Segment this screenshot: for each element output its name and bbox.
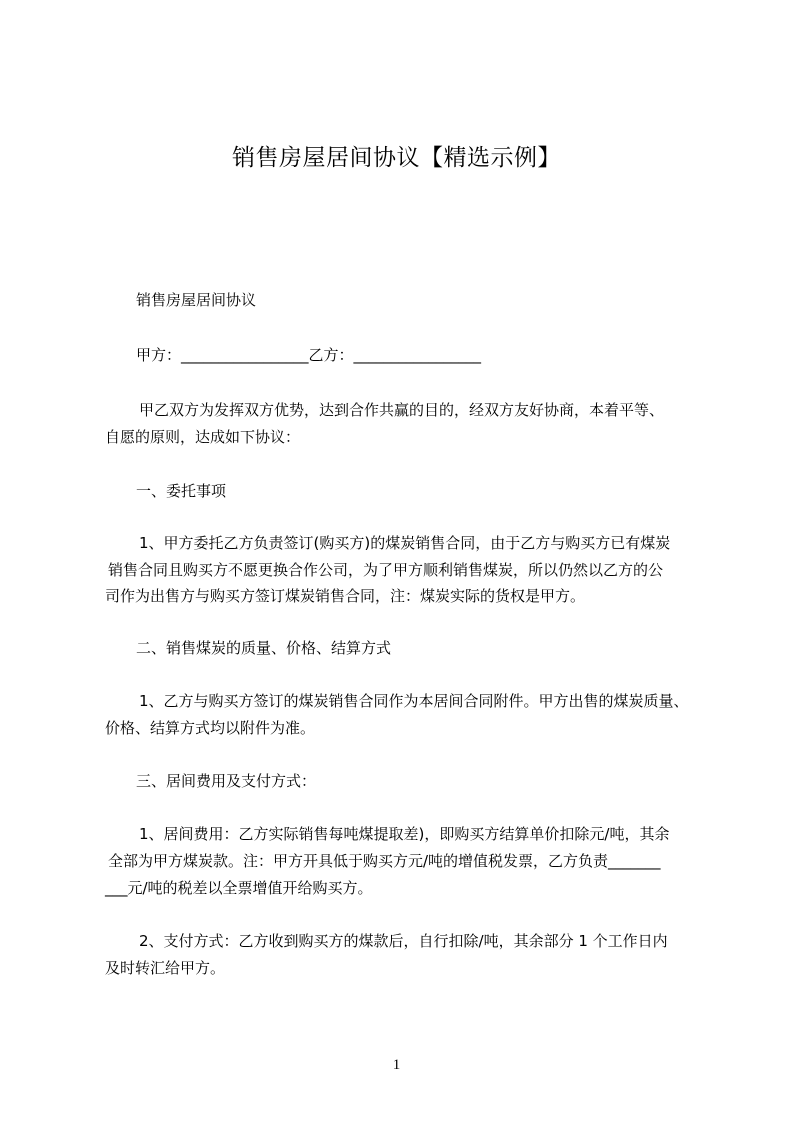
parties-line: 甲方：_________________乙方：_________________ [136,346,482,364]
paragraph-line: 1、乙方与购买方签订的煤炭销售合同作为本居间合同附件。甲方出售的煤炭质量、 [139,692,689,710]
intro-line: 甲乙双方为发挥双方优势，达到合作共赢的目的，经双方友好协商，本着平等、 [139,401,665,419]
paragraph-line: 司作为出售方与购买方签订煤炭销售合同，注：煤炭实际的货权是甲方。 [105,587,586,605]
section-heading: 二、销售煤炭的质量、价格、结算方式 [136,639,392,657]
paragraph-line: 2、支付方式：乙方收到购买方的煤款后，自行扣除/吨，其余部分 1 个工作日内 [139,932,668,950]
section-heading: 一、委托事项 [136,482,227,500]
paragraph-line: 价格、结算方式均以附件为准。 [105,719,316,737]
paragraph-line: 1、居间费用：乙方实际销售每吨煤提取差)，即购买方结算单价扣除元/吨，其余 [139,825,670,843]
page-number: 1 [392,1057,401,1073]
paragraph-line: 1、甲方委托乙方负责签订(购买方)的煤炭销售合同，由于乙方与购买方已有煤炭 [139,534,671,552]
paragraph-line: 全部为甲方煤炭款。注：甲方开具低于购买方元/吨的增值税发票，乙方负责_______ [108,852,661,870]
paragraph-line: ___元/吨的税差以全票增值开给购买方。 [105,879,373,897]
agreement-subtitle: 销售房屋居间协议 [136,291,257,309]
intro-line: 自愿的原则，达成如下协议： [105,428,301,446]
section-heading: 三、居间费用及支付方式： [136,772,317,790]
paragraph-line: 及时转汇给甲方。 [105,959,226,977]
paragraph-line: 销售合同且购买方不愿更换合作公司，为了甲方顺利销售煤炭，所以仍然以乙方的公 [108,561,664,579]
document-title: 销售房屋居间协议【精选示例】 [232,145,561,171]
